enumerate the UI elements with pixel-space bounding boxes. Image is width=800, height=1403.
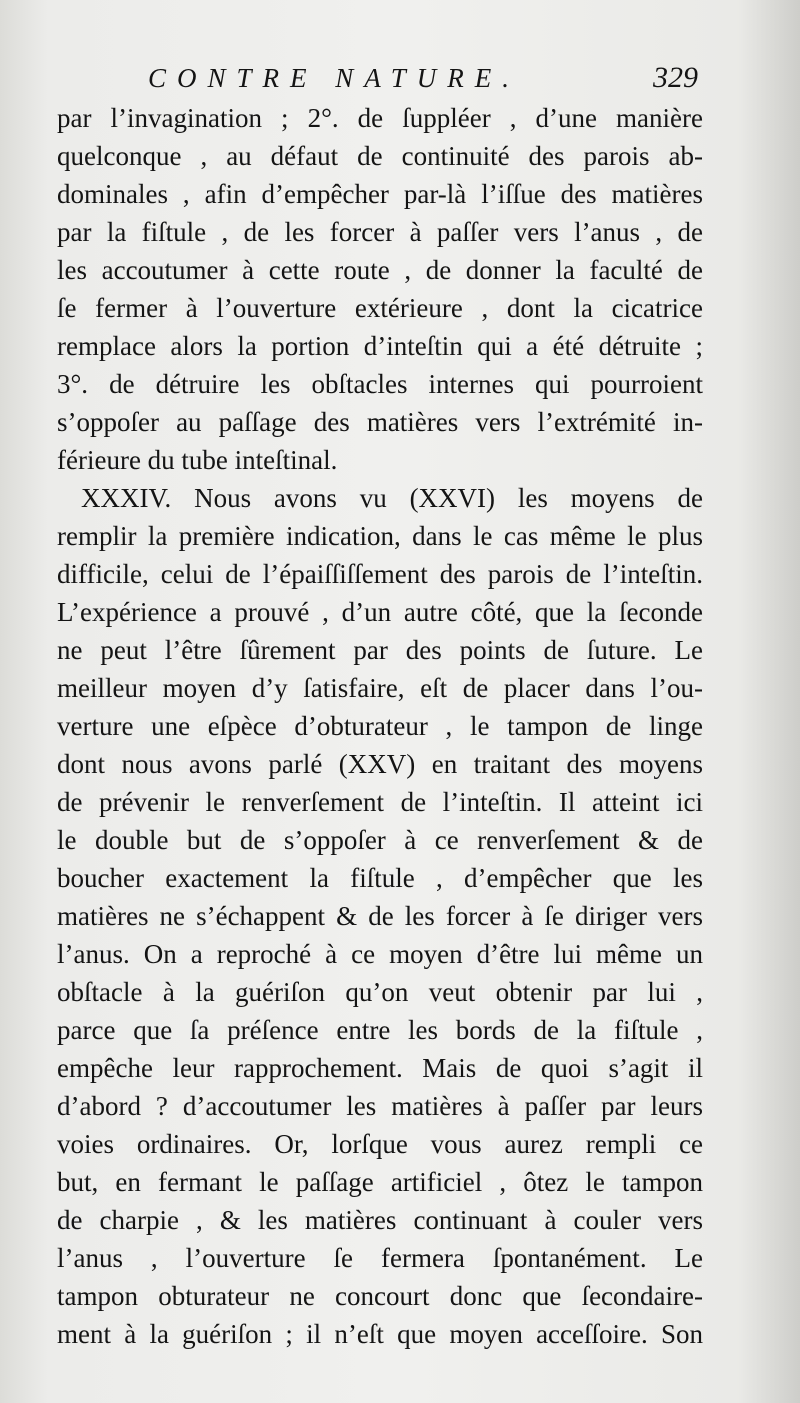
text-line: dominales , afin d’empêcher par-là l’iſſue des matières <box>57 179 703 209</box>
text-line: d’abord ? d’accoutumer les matières à paſſer par leurs <box>57 1091 703 1121</box>
text-line: s’oppoſer au paſſage des matières vers l’extrémité in- <box>57 407 703 437</box>
text-line: parce que ſa préſence entre les bords de la fiſtule , <box>57 1015 703 1045</box>
running-title: CONTRE NATURE. <box>148 63 521 93</box>
text-line: 3°. de détruire les obſtacles internes qui pourroient <box>57 369 703 399</box>
running-head <box>148 60 708 96</box>
text-line: tampon obturateur ne concourt donc que ſecondaire- <box>57 1281 703 1311</box>
text-line: boucher exactement la fiſtule , d’empêcher que les <box>57 863 703 893</box>
text-line: de charpie , & les matières continuant à couler vers <box>57 1205 703 1235</box>
text-line: les accoutumer à cette route , de donner la faculté de <box>57 255 703 285</box>
page-edge-shadow <box>740 0 800 1403</box>
text-line: empêche leur rapprochement. Mais de quoi s’agit il <box>57 1053 703 1083</box>
page-number: 329 <box>653 61 698 94</box>
text-line: l’anus. On a reproché à ce moyen d’être lui même un <box>57 939 703 969</box>
text-line: par l’invagination ; 2°. de ſuppléer , d’une manière <box>57 103 703 133</box>
text-line: ſe fermer à l’ouverture extérieure , dont la cicatrice <box>57 293 703 323</box>
text-line: meilleur moyen d’y ſatisfaire, eſt de placer dans l’ou- <box>57 673 703 703</box>
text-line: dont nous avons parlé (XXV) en traitant des moyens <box>57 749 703 779</box>
text-line: difficile, celui de l’épaiſſiſſement des parois de l’inteſtin. <box>57 559 703 589</box>
text-line: voies ordinaires. Or, lorſque vous aurez rempli ce <box>57 1129 703 1159</box>
text-line: par la fiſtule , de les forcer à paſſer vers l’anus , de <box>57 217 703 247</box>
text-line: verture une eſpèce d’obturateur , le tampon de linge <box>57 711 703 741</box>
text-line: le double but de s’oppoſer à ce renverſement & de <box>57 825 703 855</box>
text-line: L’expérience a prouvé , d’un autre côté, que la ſeconde <box>57 597 703 627</box>
text-line: but, en fermant le paſſage artificiel , ôtez le tampon <box>57 1167 703 1197</box>
section-start-line: XXXIV. Nous avons vu (XXVI) les moyens de <box>81 483 703 513</box>
text-line: quelconque , au défaut de continuité des parois ab- <box>57 141 703 171</box>
text-line: remplir la première indication, dans le cas même le plus <box>57 521 703 551</box>
text-line: remplace alors la portion d’inteſtin qui a été détruite ; <box>57 331 703 361</box>
text-line: ne peut l’être ſûrement par des points de ſuture. Le <box>57 635 703 665</box>
text-line: obſtacle à la guériſon qu’on veut obtenir par lui , <box>57 977 703 1007</box>
text-line: de prévenir le renverſement de l’inteſtin. Il atteint ici <box>57 787 703 817</box>
text-line: matières ne s’échappent & de les forcer à ſe diriger vers <box>57 901 703 931</box>
text-line: férieure du tube inteſtinal. <box>57 445 338 475</box>
text-line: l’anus , l’ouverture ſe fermera ſpontanément. Le <box>57 1243 703 1273</box>
text-line: ment à la guériſon ; il n’eſt que moyen acceſſoire. Son <box>57 1319 703 1349</box>
body-text <box>57 99 703 1353</box>
